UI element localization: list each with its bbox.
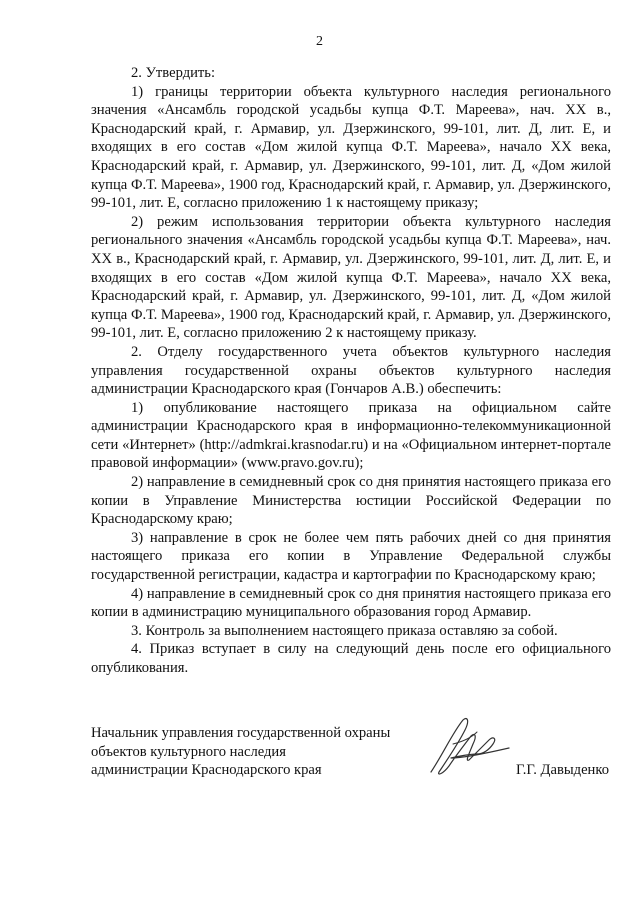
signatory-position xyxy=(91,724,390,780)
page-number: 2 xyxy=(316,34,323,49)
paragraph-publication: 1) опубликование настоящего приказа на официальном сайте администрации Краснодарского края в информационно-телекоммуникационной сети «Интернет» (http://admkrai.krasnodar.ru) и на «Официальном интернет-портале правовой информации» (www.pravo.gov.ru); xyxy=(91,399,611,472)
paragraph-control: 3. Контроль за выполнением настоящего приказа оставляю за собой. xyxy=(131,622,558,639)
paragraph-usage-regime: 2) режим использования территории объекта культурного наследия регионального значения «Ансамбль городской усадьбы купца Ф.Т. Мареева», нач. XX в., Краснодарский край, г. Армавир, ул. Дзержинского, 99-101, лит. Д, лит. Е, и входящих в его состав «Дом жилой купца Ф.Т. Мареева», начало XX века, Краснодарский край, г. Армавир, ул. Дзержинского, 99-101, лит. Д, «Дом жилой купца Ф.Т. Мареева», 1900 год, Краснодарский край, г. Армавир, ул. Дзержинского, 99-101, лит. Е, согласно приложению 2 к настоящему приказу. xyxy=(91,213,611,342)
handwritten-signature xyxy=(413,714,513,784)
paragraph-entry-into-force: 4. Приказ вступает в силу на следующий день после его официального опубликования. xyxy=(91,641,611,676)
paragraph-territory-boundaries: 1) границы территории объекта культурного наследия регионального значения «Ансамбль городской усадьбы купца Ф.Т. Мареева», нач. XX в., Краснодарский край, г. Армавир, ул. Дзержинского, 99-101, лит. Д, лит. Е, и входящих в его состав «Дом жилой купца Ф.Т. Мареева», начало XX века, Краснодарский край, г. Армавир, ул. Дзержинского, 99-101, лит. Д, «Дом жилой купца Ф.Т. Мареева», 1900 год, Краснодарский край, г. Армавир, ул. Дзержинского, 99-101, лит. Е, согласно приложению 1 к настоящему приказу; xyxy=(91,83,611,212)
paragraph-approve-heading: 2. Утвердить: xyxy=(131,65,216,81)
signatory-position-line: администрации Краснодарского края xyxy=(91,762,322,779)
paragraph-armavir-administration: 4) направление в семидневный срок со дня принятия настоящего приказа его копии в администрацию муниципального образования город Армавир. xyxy=(91,585,611,621)
paragraph-department-instructions: 2. Отделу государственного учета объектов культурного наследия управления государственной охраны объектов культурного наследия администрации Краснодарского края (Гончаров А.В.) обеспечить: xyxy=(91,343,611,398)
signature-block xyxy=(91,724,611,784)
document-body xyxy=(91,64,611,678)
signatory-position-line: Начальник управления государственной охраны xyxy=(91,725,391,741)
paragraph-justice-ministry: 2) направление в семидневный срок со дня принятия настоящего приказа его копии в Управление Министерства юстиции Российской Федерации по Краснодарскому краю; xyxy=(91,474,611,528)
signatory-name: Г.Г. Давыденко xyxy=(515,762,609,778)
signatory-position-line: объектов культурного наследия xyxy=(91,743,286,760)
paragraph-registration-service: 3) направление в срок не более чем пять рабочих дней со дня принятия настоящего приказа его копии в Управление Федеральной службы государственной регистрации, кадастра и картографии по Краснодарскому краю; xyxy=(91,529,611,584)
